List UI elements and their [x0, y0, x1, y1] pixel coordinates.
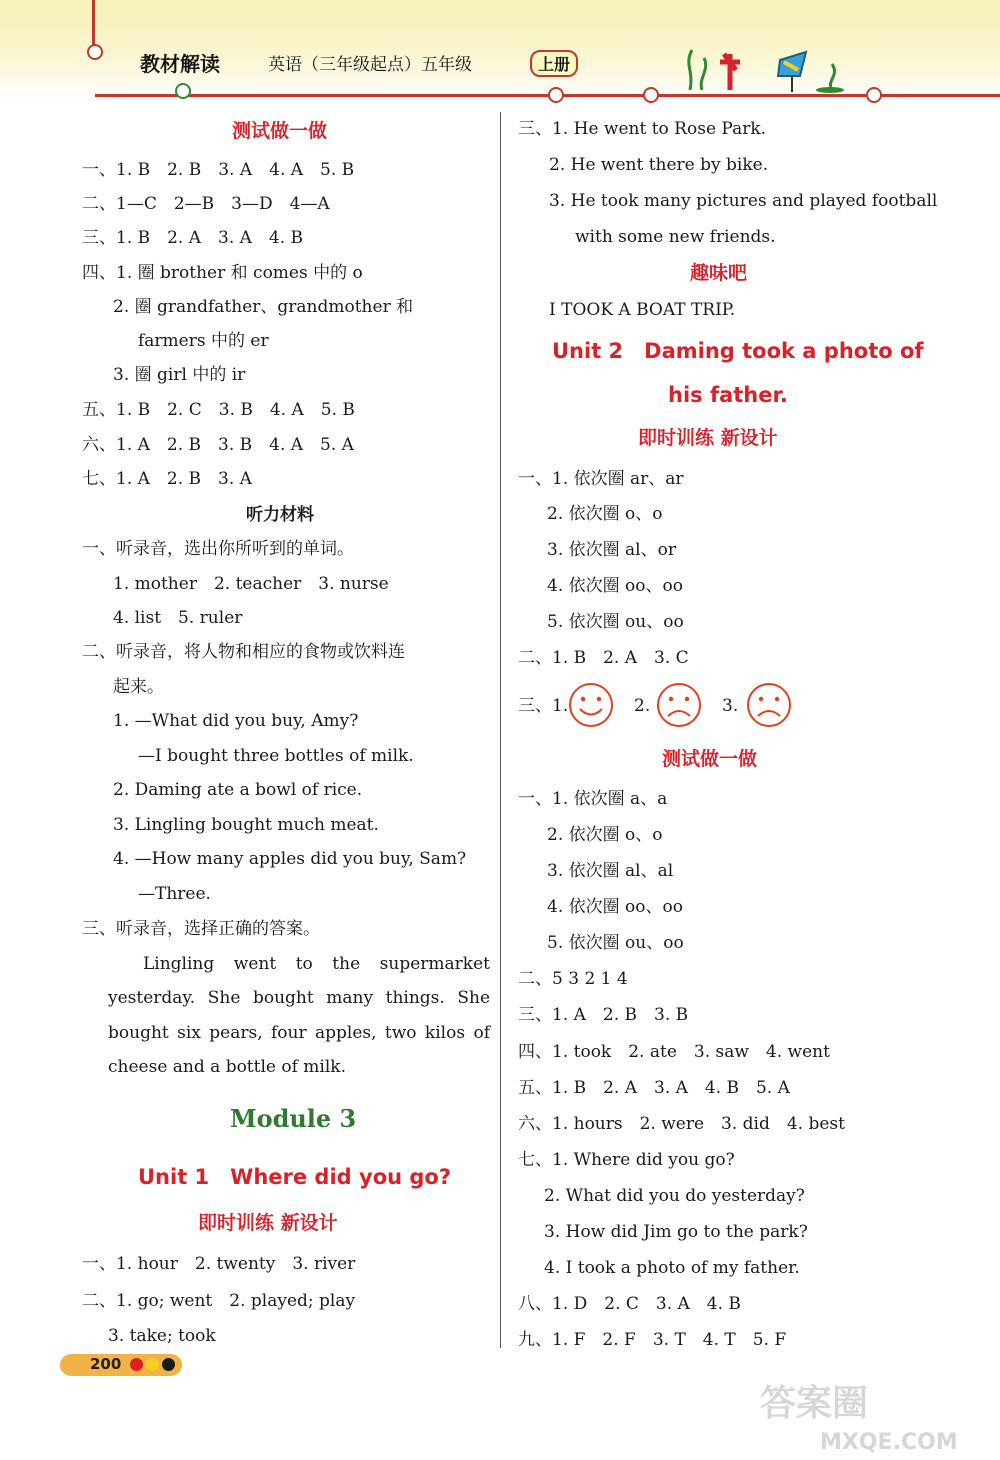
- answer-line: 5. 依次圈 ou、oo: [547, 612, 684, 632]
- header-left-rule: [92, 0, 95, 50]
- listening-line: 2. Daming ate a bowl of rice.: [113, 780, 363, 800]
- answer-line: 三、1. A 2. B 3. B: [518, 1005, 689, 1025]
- page-dot-icon: [130, 1358, 143, 1371]
- answer-line: 3. How did Jim go to the park?: [544, 1222, 808, 1242]
- answer-line: 2. 依次圈 o、o: [547, 825, 663, 845]
- section-heading-test: 测试做一做: [662, 748, 758, 770]
- answer-line: 2. What did you do yesterday?: [544, 1186, 805, 1206]
- answer-line: 3. 圈 girl 中的 ir: [113, 365, 246, 385]
- sad-face-icon: [746, 682, 792, 728]
- page-dot-icon: [146, 1358, 159, 1371]
- answer-line: 二、1. go; went 2. played; play: [82, 1291, 356, 1311]
- answer-line: farmers 中的 er: [138, 331, 269, 351]
- answer-line: 4. I took a photo of my father.: [544, 1258, 800, 1278]
- listening-instruction: 二、听录音，将人物和相应的食物或饮料连: [82, 642, 405, 662]
- page-dot-icon: [162, 1358, 175, 1371]
- answer-line: 七、1. Where did you go?: [518, 1150, 735, 1170]
- answer-line: 2. 圈 grandfather、grandmother 和: [113, 297, 414, 317]
- answer-line: 一、1. B 2. B 3. A 4. A 5. B: [82, 160, 355, 180]
- answer-line: with some new friends.: [575, 227, 776, 247]
- passage-line: bought six pears, four apples, two kilos of: [108, 1023, 490, 1043]
- unit-title: Unit 2 Daming took a photo of: [552, 339, 924, 363]
- answer-line: 二、1. B 2. A 3. C: [518, 648, 689, 668]
- answer-line: 3. 依次圈 al、al: [547, 861, 674, 881]
- sad-face-icon: [656, 682, 702, 728]
- answer-line: 3. He took many pictures and played football: [549, 191, 938, 211]
- answer-line: 一、1. hour 2. twenty 3. river: [82, 1254, 356, 1274]
- header-dot: [175, 83, 191, 99]
- listening-line: —Three.: [138, 884, 211, 904]
- answer-line: 4. 依次圈 oo、oo: [547, 897, 683, 917]
- answer-line: 三、1. He went to Rose Park.: [518, 119, 767, 139]
- section-heading-practice: 即时训练 新设计: [638, 427, 778, 449]
- listening-line: 4. list 5. ruler: [113, 608, 243, 628]
- answer-line: 七、1. A 2. B 3. A: [82, 469, 252, 489]
- header-title: 教材解读: [140, 52, 220, 76]
- listening-line: 1. —What did you buy, Amy?: [113, 711, 359, 731]
- page-number: 200: [90, 1355, 122, 1373]
- listening-line: 1. mother 2. teacher 3. nurse: [113, 574, 389, 594]
- listening-instruction: 一、听录音，选出你所听到的单词。: [82, 539, 354, 559]
- answer-line: 五、1. B 2. C 3. B 4. A 5. B: [82, 400, 355, 420]
- answer-line: 四、1. took 2. ate 3. saw 4. went: [518, 1042, 830, 1062]
- answer-line: 3.: [722, 696, 739, 716]
- answer-line: 2.: [634, 696, 651, 716]
- section-heading-test: 测试做一做: [232, 120, 328, 142]
- watermark-site: MXQE.COM: [820, 1430, 958, 1455]
- header-volume-badge: 上册: [530, 50, 578, 77]
- answer-line: 一、1. 依次圈 a、a: [518, 789, 668, 809]
- answer-line: 六、1. A 2. B 3. B 4. A 5. A: [82, 435, 354, 455]
- header-dot: [866, 87, 882, 103]
- answer-line: 八、1. D 2. C 3. A 4. B: [518, 1294, 741, 1314]
- listening-line: 3. Lingling bought much meat.: [113, 815, 379, 835]
- passage-line: Lingling went to the supermarket: [143, 954, 490, 974]
- section-heading-practice: 即时训练 新设计: [198, 1212, 338, 1234]
- unit-title-continued: his father.: [668, 383, 788, 407]
- answer-line: 4. 依次圈 oo、oo: [547, 576, 683, 596]
- section-heading-listening: 听力材料: [246, 505, 314, 525]
- answer-line: 二、1—C 2—B 3—D 4—A: [82, 194, 330, 214]
- header-dot: [87, 44, 103, 60]
- answer-line: 二、5 3 2 1 4: [518, 969, 628, 989]
- unit-title: Unit 1 Where did you go?: [138, 1165, 452, 1189]
- answer-line: 四、1. 圈 brother 和 comes 中的 o: [82, 263, 363, 283]
- answer-line: 一、1. 依次圈 ar、ar: [518, 469, 684, 489]
- passage-line: yesterday. She bought many things. She: [108, 988, 490, 1008]
- answer-line: 2. He went there by bike.: [549, 155, 769, 175]
- listening-line: —I bought three bottles of milk.: [138, 746, 414, 766]
- header-dot: [548, 87, 564, 103]
- answer-line: 3. take; took: [108, 1326, 216, 1346]
- happy-face-icon: [568, 682, 614, 728]
- passage-line: cheese and a bottle of milk.: [108, 1057, 346, 1077]
- module-title: Module 3: [230, 1104, 357, 1133]
- watermark-logo: 答案圈: [760, 1383, 869, 1424]
- section-heading-fun: 趣味吧: [690, 262, 748, 284]
- header-decoration-icon: [680, 40, 860, 95]
- listening-instruction: 起来。: [113, 677, 164, 697]
- answer-line: 2. 依次圈 o、o: [547, 504, 663, 524]
- header-subject: 英语（三年级起点）五年级: [268, 55, 472, 75]
- listening-instruction: 三、听录音，选择正确的答案。: [82, 919, 320, 939]
- answer-line: 3. 依次圈 al、or: [547, 540, 676, 560]
- answer-line: 六、1. hours 2. were 3. did 4. best: [518, 1114, 845, 1134]
- answer-line: 三、1. B 2. A 3. A 4. B: [82, 228, 304, 248]
- page-number-tab: [60, 1354, 182, 1376]
- header-dot: [643, 87, 659, 103]
- answer-line: 5. 依次圈 ou、oo: [547, 933, 684, 953]
- answer-line: 五、1. B 2. A 3. A 4. B 5. A: [518, 1078, 790, 1098]
- column-divider: [500, 112, 501, 1348]
- listening-line: 4. —How many apples did you buy, Sam?: [113, 849, 467, 869]
- answer-line: I TOOK A BOAT TRIP.: [549, 300, 736, 320]
- answer-line: 九、1. F 2. F 3. T 4. T 5. F: [518, 1330, 787, 1350]
- answer-line: 三、1.: [518, 696, 569, 716]
